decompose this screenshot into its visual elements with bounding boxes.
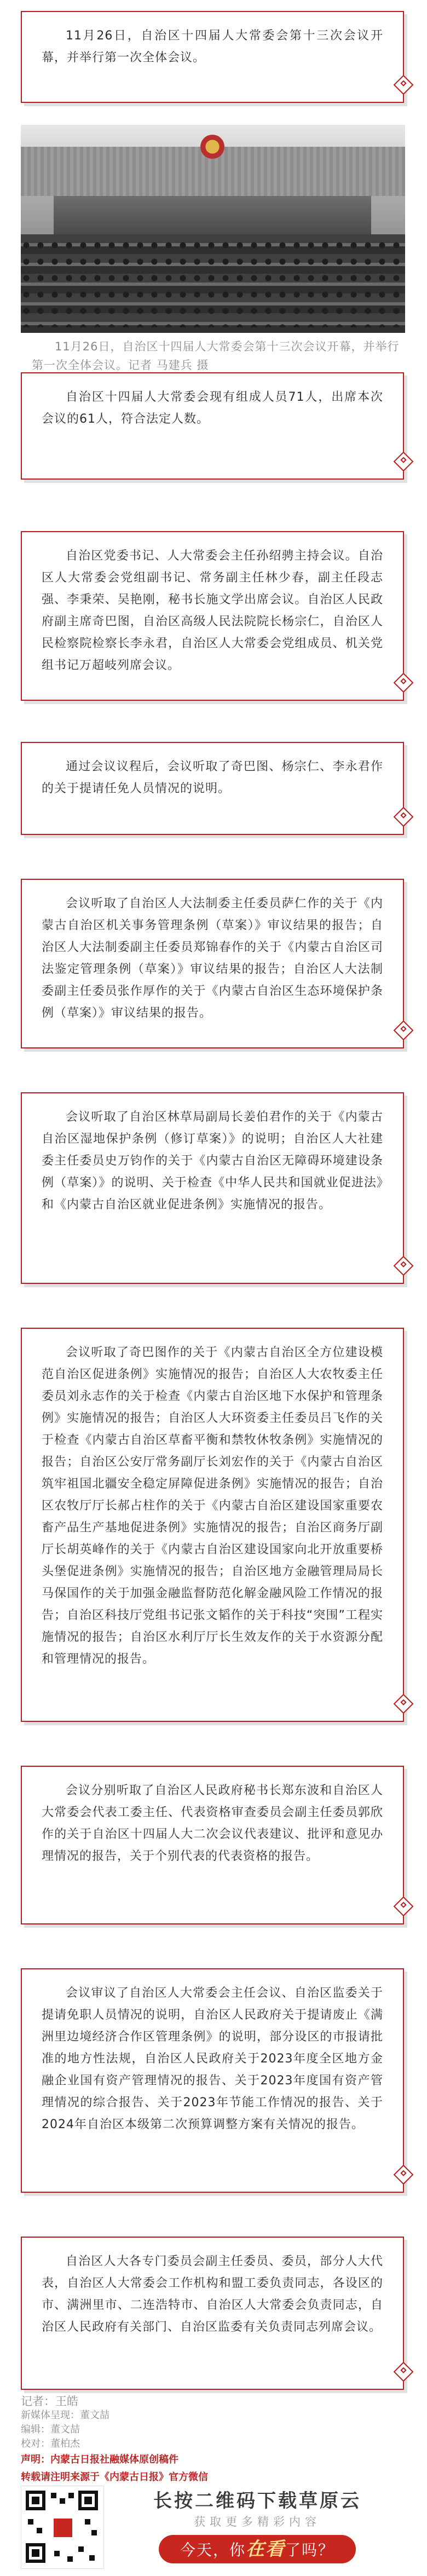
intro-card: [21, 11, 404, 103]
paragraph-4: 会议听取了自治区人大法制委主任委员萨仁作的关于《内蒙古自治区机关事务管理条例（草案）》审议结果的报告；自治区人大法制委副主任委员郑锦春作的关于《内蒙古自治区司法鉴定管理条例（草案）》审议结果的报告；自治区人大法制委副主任委员张作厚作的关于《内蒙古自治区生态环境保护条例（草案）》审议结果的报告。: [42, 897, 383, 1020]
declaration-text: 声明：内蒙古日报社融媒体原创稿件: [21, 2454, 178, 2465]
photo-caption: 11月26日，自治区十四届人大常委会第十三次会议开幕，并举行第一次全体会议。记者 马建兵 摄: [32, 340, 400, 372]
paragraph-card-8: [21, 1968, 404, 2193]
paragraph-card-1: [21, 372, 404, 480]
paragraph-card-4: [21, 879, 404, 1048]
button-text-post: 了吗？: [285, 2541, 335, 2559]
paragraph-card-5: [21, 1092, 404, 1284]
national-emblem-icon: [200, 135, 224, 159]
paragraph-1: 自治区十四届人大常委会现有组成人员71人，出席本次会议的61人，符合法定人数。: [42, 390, 383, 426]
promo-subtitle: 获取更多精彩内容: [194, 2515, 321, 2528]
button-text-em: 在看: [246, 2538, 285, 2560]
paragraph-7: 会议分别听取了自治区人民政府秘书长郑东波和自治区人大常委会代表工委主任、代表资格审查委员会副主任委员郭欣作的关于自治区十四届人大二次会议代表建议、批评和意见办理情况的报告，关于个别代表的代表资格的报告。: [42, 1784, 383, 1863]
meeting-photo: [21, 125, 405, 333]
diamond-ornament-icon: [394, 2165, 414, 2185]
credit-proofread: 校对：董柏杰: [21, 2438, 80, 2450]
repost-notice: 转载请注明来源于《内蒙古日报》官方微信: [21, 2471, 208, 2483]
app-logo-icon: [52, 2517, 74, 2539]
paragraph-2: 自治区党委书记、人大常委会主任孙绍骋主持会议。自治区人大常委会党组副书记、常务副主任林少春，副主任段志强、李秉荣、吴艳刚，秘书长施文学出席会议。自治区人民政府副主席奇巴图，自治区高级人民法院院长杨宗仁，自治区人民检察院检察长李永君，自治区人大常委会党组成员、机关党组书记万超岐列席会议。: [42, 549, 383, 672]
paragraph-3: 通过会议议程后，会议听取了奇巴图、杨宗仁、李永君作的关于提请任免人员情况的说明。: [42, 760, 383, 796]
paragraph-card-3: [21, 742, 404, 835]
diamond-ornament-icon: [394, 1694, 414, 1714]
credit-newmedia: 新媒体呈现：董文喆: [21, 2410, 109, 2421]
paragraph-8: 会议审议了自治区人大常委会主任会议、自治区监委关于提请免职人员情况的说明，自治区人民政府关于提请废止《满洲里边境经济合作区管理条例》的说明，部分设区的市报请批准的地方性法规，自治区人民政府关于2023年度全区地方金融企业国有资产管理情况的报告、关于2023年度国有资产管理情况的综合报告、关于2023年节能工作情况的报告、关于2024年自治区本级第二次预算调整方案有关情况的报告。: [42, 1986, 383, 2131]
promo-slogan: 长按二维码下载草原云: [153, 2490, 361, 2512]
paragraph-card-7: [21, 1766, 404, 1924]
top-bar: [0, 0, 427, 3]
paragraph-6: 会议听取了奇巴图作的关于《内蒙古自治区全方位建设模范自治区促进条例》实施情况的报告；自治区人大农牧委主任委员刘永志作的关于检查《内蒙古自治区地下水保护和管理条例》实施情况的报告；自治区人大环资委主任委员吕飞作的关于检查《内蒙古自治区草畜平衡和禁牧休牧条例》实施情况的报告；自治区公安厅常务副厅长刘宏作的关于《内蒙古自治区筑牢祖国北疆安全稳定屏障促进条例》实施情况的报告；自治区农牧厅厅长郝占柱作的关于《内蒙古自治区建设国家重要农畜产品生产基地促进条例》实施情况的报告；自治区商务厅副厅长胡英峰作的关于《内蒙古自治区建设国家向北开放重要桥头堡促进条例》实施情况的报告；自治区地方金融管理局局长马保国作的关于加强金融监督防范化解金融风险工作情况的报告；自治区科技厅党组书记张文韬作的关于科技“突围”工程实施情况的报告；自治区水利厅厅长生效友作的关于水资源分配和管理情况的报告。: [42, 1346, 383, 1666]
paragraph-5: 会议听取了自治区林草局副局长姜伯君作的关于《内蒙古自治区湿地保护条例（修订草案）》的说明；自治区人大社建委主任委员史万钧作的关于《内蒙古自治区无障碍环境建设条例（草案）》的说明、关于检查《中华人民共和国就业促进法》和《内蒙古自治区就业促进条例》实施情况的报告。: [42, 1110, 383, 1212]
diamond-ornament-icon: [394, 1256, 414, 1276]
qr-code[interactable]: [21, 2486, 104, 2569]
credit-reporter: 记者：王皓: [21, 2395, 78, 2408]
button-text-pre: 今天，你: [180, 2541, 246, 2559]
paragraph-card-9: [21, 2237, 404, 2390]
paragraph-9: 自治区人大各专门委员会副主任委员、委员，部分人大代表，自治区人大常委会工作机构和盟工委负责同志，各设区的市、满洲里市、二连浩特市、自治区人大常委会负责同志，自治区人民政府有关部门、自治区监委有关负责同志列席会议。: [42, 2255, 383, 2334]
credit-editor: 编辑：董文喆: [21, 2424, 80, 2435]
paragraph-card-2: [21, 531, 404, 701]
intro-text: 11月26日，自治区十四届人大常委会第十三次会议开幕，并举行第一次全体会议。: [42, 29, 383, 65]
photo-dais: [54, 196, 371, 234]
diamond-ornament-icon: [394, 1897, 414, 1917]
paragraph-card-6: [21, 1328, 404, 1722]
photo-attendees: [21, 240, 405, 327]
diamond-ornament-icon: [394, 452, 414, 472]
in-view-button[interactable]: [159, 2535, 356, 2563]
diamond-ornament-icon: [394, 2362, 414, 2382]
